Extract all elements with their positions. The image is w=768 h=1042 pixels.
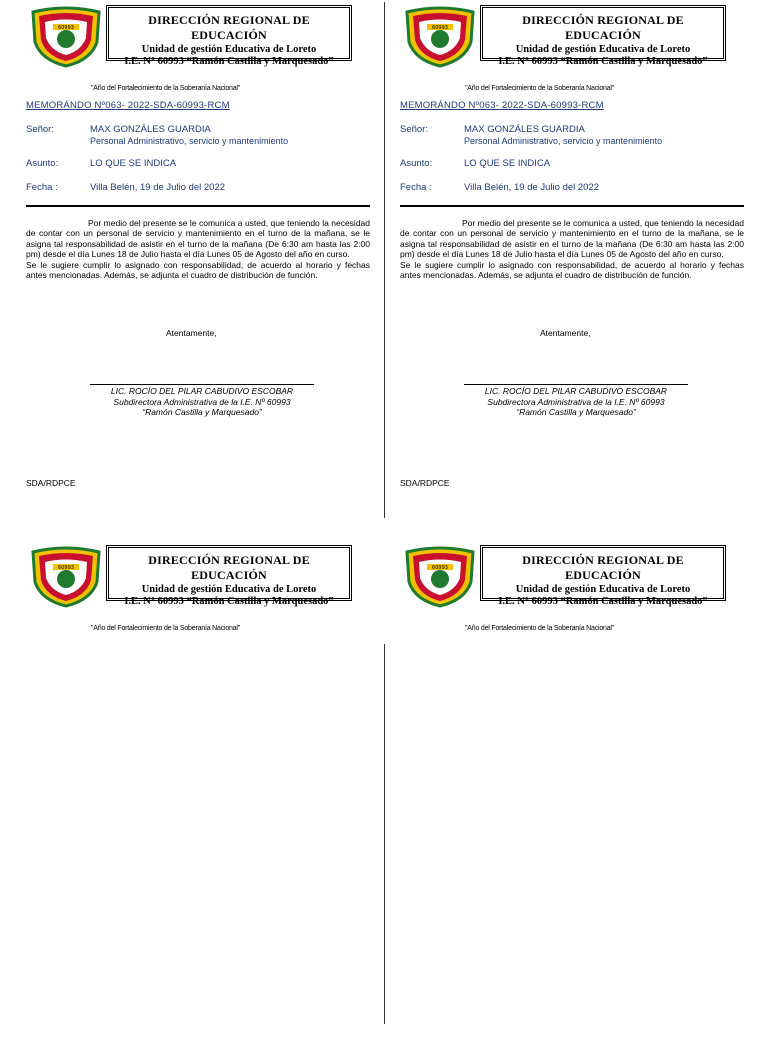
- senor-label: Señor:: [400, 124, 428, 135]
- signature-line: [464, 384, 688, 385]
- fecha-label: Fecha :: [400, 182, 432, 193]
- memo-number: MEMORÁNDO Nº063- 2022-SDA-60993-RCM: [400, 100, 604, 111]
- memo-copy-2: [380, 2, 752, 502]
- fecha-label: Fecha :: [26, 182, 58, 193]
- signatory-school: “Ramón Castilla y Marquesado”: [142, 407, 262, 417]
- institution-header: [480, 545, 726, 607]
- header-line-2: Unidad de gestión Educativa de Loreto: [515, 584, 691, 595]
- header-line-1: DIRECCIÓN REGIONAL DE EDUCACIÓN: [148, 13, 310, 42]
- memo-copy-3: [6, 542, 378, 1042]
- body-paragraph-2: Se le sugiere cumplir lo asignado con responsabilidad, de acuerdo al horario y fechas antes mencionadas. Además, se adjunta el cuadro de distribución de función.: [26, 259, 370, 281]
- asunto-value: LO QUE SE INDICA: [90, 158, 177, 169]
- header-line-1: DIRECCIÓN REGIONAL DE EDUCACIÓN: [522, 553, 684, 582]
- header-line-2: Unidad de gestión Educativa de Loreto: [515, 44, 691, 55]
- senor-name: MAX GONZÁLES GUARDIA: [464, 124, 585, 135]
- school-crest-icon: [405, 6, 475, 68]
- body-paragraph-1: Por medio del presente se le comunica a usted, que teniendo la necesidad de contar con un personal de servicio y mantenimiento en el turno de la mañana, se le asigna tal responsabilidad de asistir en el turno de la mañana (De 6:30 am hasta las 2:00 pm) desde el día Lunes 18 de Julio hasta el día Lunes 05 de Agosto del año en curso.: [400, 218, 744, 260]
- svg-text:60993: 60993: [58, 565, 74, 571]
- closing: Atentamente,: [540, 328, 591, 338]
- senor-name: MAX GONZÁLES GUARDIA: [90, 124, 211, 135]
- memo-body: [26, 218, 370, 280]
- signatory-name: LIC. ROCÍO DEL PILAR CABUDIVO ESCOBAR: [484, 386, 668, 396]
- header-line-2: Unidad de gestión Educativa de Loreto: [141, 44, 317, 55]
- header-line-3: I.E. N° 60993 “Ramón Castilla y Marquesado”: [124, 56, 334, 67]
- separator-rule: [26, 205, 370, 207]
- closing: Atentamente,: [166, 328, 217, 338]
- header-line-3: I.E. N° 60993 “Ramón Castilla y Marquesado”: [498, 56, 708, 67]
- memo-copy-4: [380, 542, 752, 1042]
- reference-initials: SDA/RDPCE: [400, 478, 450, 488]
- header-line-1: DIRECCIÓN REGIONAL DE EDUCACIÓN: [148, 553, 310, 582]
- memo-number: MEMORÁNDO Nº063- 2022-SDA-60993-RCM: [26, 100, 230, 111]
- school-crest-icon: [405, 546, 475, 608]
- senor-role: Personal Administrativo, servicio y mantenimiento: [90, 136, 289, 146]
- separator-rule: [400, 205, 744, 207]
- memo-body: [400, 218, 744, 280]
- header-line-3: I.E. N° 60993 “Ramón Castilla y Marquesado”: [498, 596, 708, 607]
- year-motto: "Año del Fortalecimiento de la Soberanía Nacional": [91, 85, 241, 92]
- svg-text:60993: 60993: [58, 25, 74, 31]
- signatory-title: Subdirectora Administrativa de la I.E. Nº 60993: [113, 396, 291, 407]
- institution-header: [106, 5, 352, 67]
- institution-header: [106, 545, 352, 607]
- asunto-label: Asunto:: [26, 158, 59, 169]
- year-motto: "Año del Fortalecimiento de la Soberanía Nacional": [465, 85, 615, 92]
- asunto-label: Asunto:: [400, 158, 433, 169]
- signature-block: [464, 386, 688, 418]
- memo-copy-1: [6, 2, 378, 502]
- senor-role: Personal Administrativo, servicio y mantenimiento: [464, 136, 663, 146]
- institution-header: [480, 5, 726, 67]
- asunto-value: LO QUE SE INDICA: [464, 158, 551, 169]
- svg-text:60993: 60993: [432, 25, 448, 31]
- signatory-title: Subdirectora Administrativa de la I.E. Nº 60993: [487, 396, 665, 407]
- header-line-3: I.E. N° 60993 “Ramón Castilla y Marquesado”: [124, 596, 334, 607]
- fecha-value: Villa Belén, 19 de Julio del 2022: [90, 182, 226, 193]
- senor-label: Señor:: [26, 124, 54, 135]
- header-line-2: Unidad de gestión Educativa de Loreto: [141, 584, 317, 595]
- signature-block: [90, 386, 314, 418]
- school-crest-icon: [31, 6, 101, 68]
- reference-initials: SDA/RDPCE: [26, 478, 76, 488]
- body-paragraph-2: Se le sugiere cumplir lo asignado con responsabilidad, de acuerdo al horario y fechas antes mencionadas. Además, se adjunta el cuadro de distribución de función.: [400, 259, 744, 281]
- body-paragraph-1: Por medio del presente se le comunica a usted, que teniendo la necesidad de contar con un personal de servicio y mantenimiento en el turno de la mañana, se le asigna tal responsabilidad de asistir en el turno de la mañana (De 6:30 am hasta las 2:00 pm) desde el día Lunes 18 de Julio hasta el día Lunes 05 de Agosto del año en curso.: [26, 218, 370, 260]
- signatory-school: “Ramón Castilla y Marquesado”: [516, 407, 636, 417]
- signatory-name: LIC. ROCÍO DEL PILAR CABUDIVO ESCOBAR: [110, 386, 294, 396]
- header-line-1: DIRECCIÓN REGIONAL DE EDUCACIÓN: [522, 13, 684, 42]
- year-motto: "Año del Fortalecimiento de la Soberanía Nacional": [465, 625, 615, 632]
- year-motto: "Año del Fortalecimiento de la Soberanía Nacional": [91, 625, 241, 632]
- school-crest-icon: [31, 546, 101, 608]
- fecha-value: Villa Belén, 19 de Julio del 2022: [464, 182, 600, 193]
- svg-text:60993: 60993: [432, 565, 448, 571]
- signature-line: [90, 384, 314, 385]
